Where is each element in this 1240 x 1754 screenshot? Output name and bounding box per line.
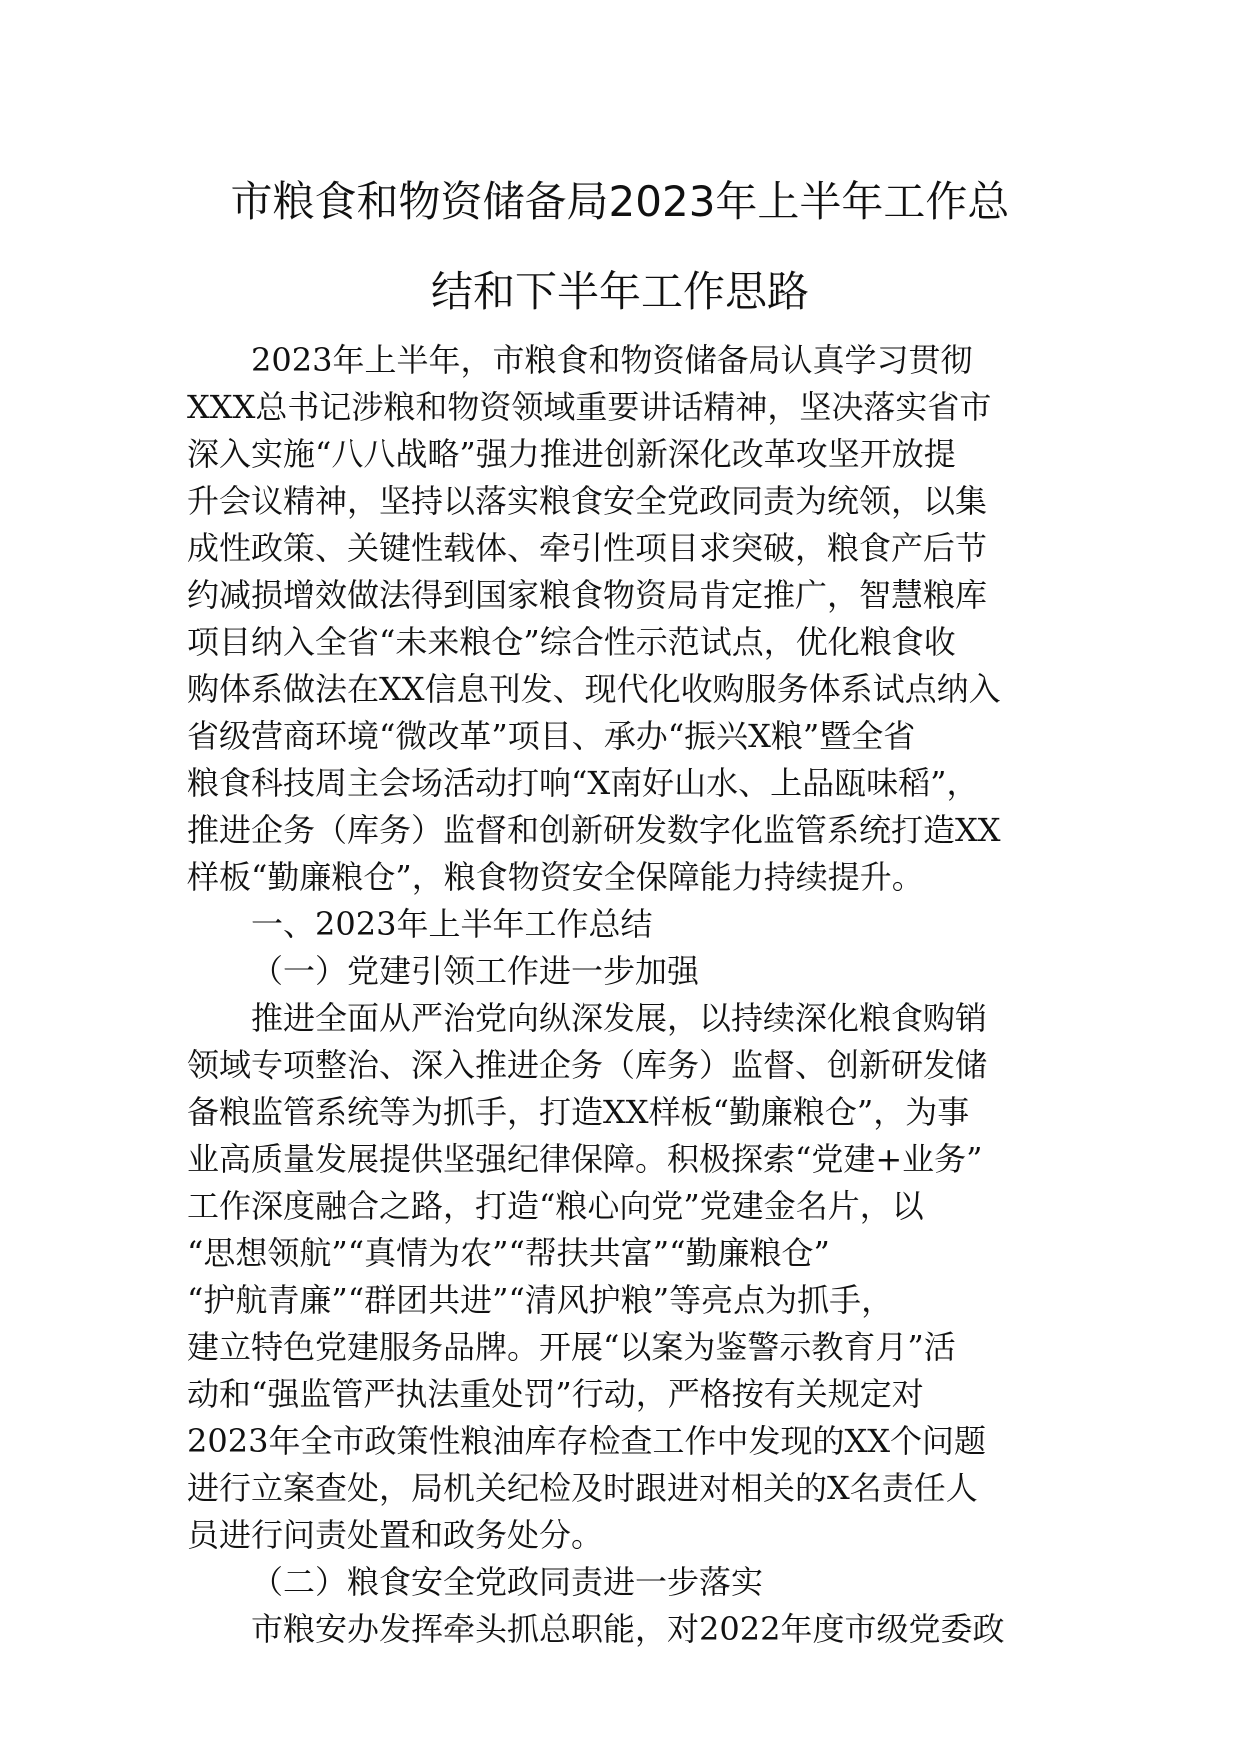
paragraph-line: 约减损增效做法得到国家粮食物资局肯定推广，智慧粮库 bbox=[187, 576, 988, 614]
paragraph-line: 业高质量发展提供坚强纪律保障。积极探索“党建+业务” bbox=[187, 1140, 983, 1178]
paragraph-line: 建立特色党建服务品牌。开展“以案为鉴警示教育月”活 bbox=[187, 1328, 956, 1366]
paragraph-line: 备粮监管系统等为抓手，打造XX样板“勤廉粮仓”，为事 bbox=[187, 1093, 970, 1131]
document-body bbox=[187, 337, 1057, 1653]
section-heading: 一、2023年上半年工作总结 bbox=[251, 905, 653, 943]
paragraph-line: 购体系做法在XX信息刊发、现代化收购服务体系试点纳入 bbox=[187, 670, 1001, 708]
paragraph-line: 员进行问责处置和政务处分。 bbox=[187, 1516, 604, 1554]
paragraph-line: 省级营商环境“微改革”项目、承办“振兴X粮”暨全省 bbox=[187, 717, 916, 755]
paragraph-line: 2023年上半年，市粮食和物资储备局认真学习贯彻 bbox=[251, 341, 973, 379]
subsection-paragraph bbox=[187, 1606, 1057, 1653]
paragraph-line: 项目纳入全省“未来粮仓”综合性示范试点，优化粮食收 bbox=[187, 623, 956, 661]
subsection-heading: （一）党建引领工作进一步加强 bbox=[251, 952, 700, 990]
intro-paragraph bbox=[187, 337, 1057, 901]
paragraph-line: 工作深度融合之路，打造“粮心向党”党建金名片，以 bbox=[187, 1187, 924, 1225]
paragraph-line: “思想领航”“真情为农”“帮扶共富”“勤廉粮仓” bbox=[187, 1234, 830, 1272]
paragraph-line: “护航青廉”“群团共进”“清风护粮”等亮点为抓手， bbox=[187, 1281, 894, 1319]
paragraph-line: 样板“勤廉粮仓”，粮食物资安全保障能力持续提升。 bbox=[187, 858, 924, 896]
paragraph-line: 深入实施“八八战略”强力推进创新深化改革攻坚开放提 bbox=[187, 435, 956, 473]
document-title-line-1: 市粮食和物资储备局2023年上半年工作总 bbox=[230, 177, 1010, 226]
paragraph-line: 粮食科技周主会场活动打响“X南好山水、上品瓯味稻”， bbox=[187, 764, 979, 802]
paragraph-line: XXX总书记涉粮和物资领域重要讲话精神，坚决落实省市 bbox=[187, 388, 992, 426]
paragraph-line: 升会议精神，坚持以落实粮食安全党政同责为统领，以集 bbox=[187, 482, 988, 520]
paragraph-line: 领域专项整治、深入推进企务（库务）监督、创新研发储 bbox=[187, 1046, 988, 1084]
paragraph-line: 推进全面从严治党向纵深发展，以持续深化粮食购销 bbox=[251, 999, 988, 1037]
paragraph-line: 进行立案查处，局机关纪检及时跟进对相关的X名责任人 bbox=[187, 1469, 978, 1507]
paragraph-line: 动和“强监管严执法重处罚”行动，严格按有关规定对 bbox=[187, 1375, 924, 1413]
subsection-paragraph bbox=[187, 995, 1057, 1559]
paragraph-line: 成性政策、关键性载体、牵引性项目求突破，粮食产后节 bbox=[187, 529, 988, 567]
paragraph-line: 市粮安办发挥牵头抓总职能，对2022年度市级党委政 bbox=[251, 1610, 1005, 1648]
paragraph-line: 2023年全市政策性粮油库存检查工作中发现的XX个问题 bbox=[187, 1422, 987, 1460]
paragraph-line: 推进企务（库务）监督和创新研发数字化监管系统打造XX bbox=[187, 811, 1001, 849]
subsection-heading: （二）粮食安全党政同责进一步落实 bbox=[251, 1563, 764, 1601]
document-title-line-2: 结和下半年工作思路 bbox=[430, 267, 809, 316]
